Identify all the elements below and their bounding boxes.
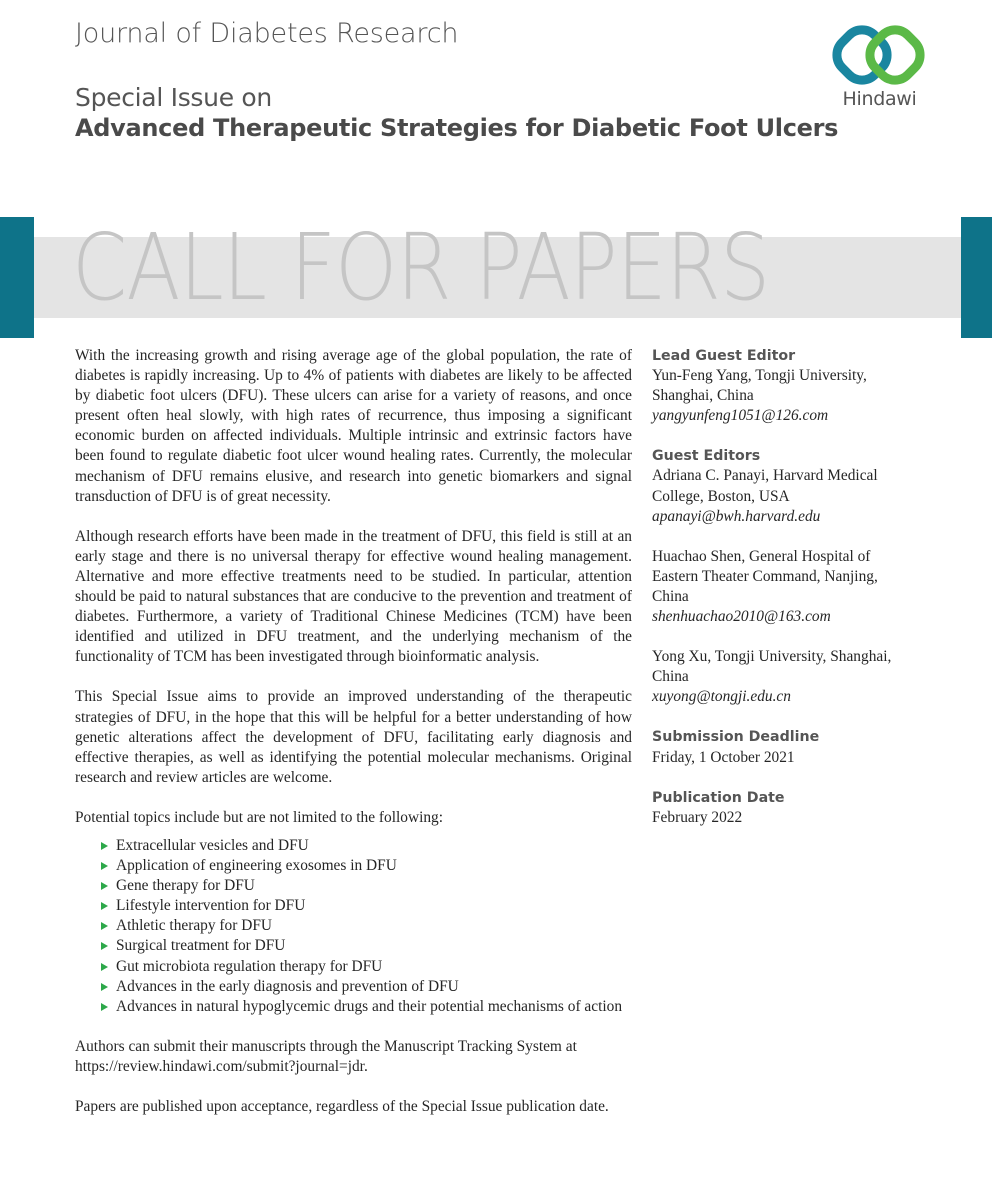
guest-editor-block xyxy=(652,647,910,707)
guest-editors-heading: Guest Editors xyxy=(652,448,761,465)
bullet-arrow-icon xyxy=(101,902,108,910)
intro-paragraph-1: With the increasing growth and rising average age of the global population, the rate of diabetes is rapidly increasing. Up to 4% of patients with diabetes are likely to be affected by diabetic foot ulcers (DFU). These ulcers can arise for a variety of reasons, and once present often heal slowly, with high rates of recurrence, thus imposing a significant economic burden on affected individuals. Multiple intrinsic and extrinsic factors have been found to regulate diabetic foot ulcer wound healing rates. Currently, the molecular mechanism of DFU remains elusive, and research into genetic biomarkers and signal transduction of DFU is of great necessity. xyxy=(75,347,632,505)
publication-heading: Publication Date xyxy=(652,789,785,806)
hindawi-wordmark: Hindawi xyxy=(842,88,917,110)
topics-list xyxy=(75,836,632,1017)
guest-editor-email[interactable]: shenhuachao2010@163.com xyxy=(652,608,831,626)
lead-editor-email[interactable]: yangyunfeng1051@126.com xyxy=(652,407,829,425)
bullet-arrow-icon xyxy=(101,983,108,991)
bullet-arrow-icon xyxy=(101,922,108,930)
topic-item: Athletic therapy for DFU xyxy=(75,916,632,936)
special-issue-label: Special Issue on xyxy=(75,83,272,112)
intro-paragraph-2: Although research efforts have been made in the treatment of DFU, this field is still at an early stage and there is no universal therapy for effective wound healing management. Alternative and more effective treatments need to be studied. In particular, attention should be paid to natural substances that are conducive to the prevention and treatment of diabetes. Furthermore, a variety of Traditional Chinese Medicines (TCM) have been identified and utilized in DFU treatment, and the underlying mechanism of the functionality of TCM has been investigated through bioinformatic analysis. xyxy=(75,527,632,666)
bullet-arrow-icon xyxy=(101,963,108,971)
bullet-arrow-icon xyxy=(101,862,108,870)
guest-editor-name: Huachao Shen, General Hospital of Eastern Theater Command, Nanjing, China xyxy=(652,547,878,605)
lead-editor-name: Yun-Feng Yang, Tongji University, Shanghai, China xyxy=(652,367,867,405)
publication-block xyxy=(652,788,910,828)
topic-item: Advances in natural hypoglycemic drugs and their potential mechanisms of action xyxy=(75,997,632,1017)
bullet-arrow-icon xyxy=(101,882,108,890)
topic-item: Application of engineering exosomes in DFU xyxy=(75,856,632,876)
editors-sidebar xyxy=(652,346,910,848)
main-content xyxy=(75,346,632,1137)
topics-intro: Potential topics include but are not limited to the following: xyxy=(75,808,444,826)
topic-item: Advances in the early diagnosis and prevention of DFU xyxy=(75,977,632,997)
submission-paragraph: Authors can submit their manuscripts through the Manuscript Tracking System at https://review.hindawi.com/submit?journal=jdr. xyxy=(75,1037,577,1075)
topic-item: Extracellular vesicles and DFU xyxy=(75,836,632,856)
journal-title: Journal of Diabetes Research xyxy=(75,18,459,49)
bullet-arrow-icon xyxy=(101,842,108,850)
topic-item: Lifestyle intervention for DFU xyxy=(75,896,632,916)
accent-bar-right xyxy=(961,217,992,338)
topic-item: Gene therapy for DFU xyxy=(75,876,632,896)
bullet-arrow-icon xyxy=(101,942,108,950)
special-issue-title: Advanced Therapeutic Strategies for Diabetic Foot Ulcers xyxy=(75,114,839,142)
intro-paragraph-3: This Special Issue aims to provide an improved understanding of the therapeutic strategies of DFU, in the hope that this will be helpful for a better understanding of how genetic alterations affect the development of DFU, facilitating early diagnosis and effective therapies, as well as identifying the potential molecular mechanisms. Original research and review articles are welcome. xyxy=(75,688,632,786)
guest-editor-block xyxy=(652,547,910,627)
deadline-value: Friday, 1 October 2021 xyxy=(652,748,795,766)
lead-guest-editor-block xyxy=(652,346,910,426)
topic-item: Gut microbiota regulation therapy for DFU xyxy=(75,957,632,977)
hindawi-logo[interactable] xyxy=(832,20,927,115)
guest-editor-name: Adriana C. Panayi, Harvard Medical College, Boston, USA xyxy=(652,467,878,505)
bullet-arrow-icon xyxy=(101,1003,108,1011)
deadline-heading: Submission Deadline xyxy=(652,729,820,746)
publication-value: February 2022 xyxy=(652,808,743,826)
accent-bar-left xyxy=(0,217,34,338)
guest-editor-email[interactable]: apanayi@bwh.harvard.edu xyxy=(652,507,821,525)
lead-editor-heading: Lead Guest Editor xyxy=(652,348,796,364)
guest-editor-email[interactable]: xuyong@tongji.edu.cn xyxy=(652,688,791,706)
topic-item: Surgical treatment for DFU xyxy=(75,936,632,956)
deadline-block xyxy=(652,727,910,767)
call-for-papers-banner: CALL FOR PAPERS xyxy=(72,214,770,321)
hindawi-rings-icon xyxy=(832,20,927,88)
guest-editor-name: Yong Xu, Tongji University, Shanghai, China xyxy=(652,648,892,686)
guest-editor-block xyxy=(652,446,910,526)
acceptance-paragraph: Papers are published upon acceptance, regardless of the Special Issue publication date. xyxy=(75,1098,609,1115)
